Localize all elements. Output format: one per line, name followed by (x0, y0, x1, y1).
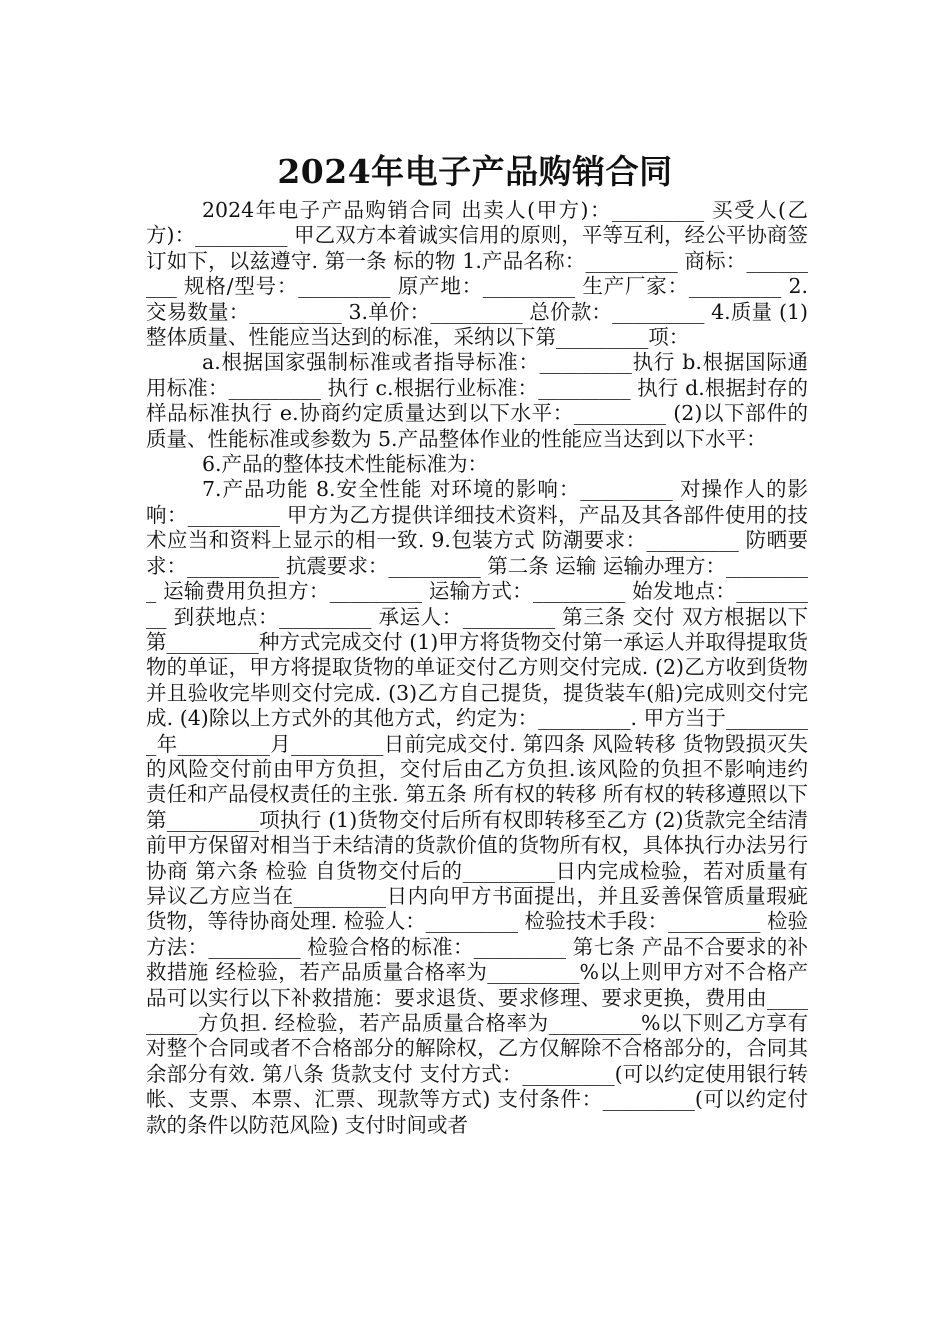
paragraph-2: a.根据国家强制标准或者指导标准：_________执行 b.根据国际通用标准：_________ 执行 c.根据行业标准：_________ 执行 d.根据封存的样品标准执行 e.协商约定质量达到以下水平：_________ (2)以下部件的质量、性能标准或参数为 5.产品整体作业的性能应当达到以下水平： (146, 350, 808, 451)
paragraph-3: 6.产品的整体技术性能标准为： (202, 452, 489, 477)
paragraph-4: 7.产品功能 8.安全性能 对环境的影响：_________ 对操作人的影响：_________ 甲方为乙方提供详细技术资料，产品及其各部件使用的技术应当和资料上显示的相一致. 9.包装方式 防潮要求：_________ 防晒要求：_________ 抗震要求：_________ 第二条 运输 运输办理方：_________ 运输费用负担方：_________ 运输方式：_________ 始发地点：_________ 到获地点：_________ 承运人：_________ 第三条 交付 双方根据以下第_________种方式完成交付 (1)甲方将货物交付第一承运人并取得提取货物的单证，甲方将提取货物的单证交付乙方则交付完成. (2)乙方收到货物并且验收完毕则交付完成. (3)乙方自己提货，提货装车(船)完成则交付完成. (4)除以上方式外的其他方式，约定为：_________. 甲方当于_________年_________月_________日前完成交付. 第四条 风险转移 货物毁损灭失的风险交付前由甲方负担，交付后由乙方负担.该风险的负担不影响违约责任和产品侵权责任的主张. 第五条 所有权的转移 所有权的转移遵照以下第_________项执行 (1)货物交付后所有权即转移至乙方 (2)货款完全结清前甲方保留对相当于未结清的货款价值的货物所有权，具体执行办法另行协商 第六条 检验 自货物交付后的_________日内完成检验，若对质量有异议乙方应当在_________日内向甲方书面提出，并且妥善保管质量瑕疵货物，等待协商处理. 检验人：_________ 检验技术手段：_________ 检验方法：_________ 检验合格的标准：_________ 第七条 产品不合要求的补救措施 经检验，若产品质量合格率为_________%以上则甲方对不合格产品可以实行以下补救措施：要求退货、要求修理、要求更换，费用由_________方负担. 经检验，若产品质量合格率为_________%以下则乙方享有对整个合同或者不合格部分的解除权，乙方仅解除不合格部分的，合同其余部分有效. 第八条 货款支付 支付方式：_________(可以约定使用银行转帐、支票、本票、汇票、现款等方式) 支付条件：_________(可以约定付款的条件以防范风险) 支付时间或者 (146, 477, 808, 1137)
paragraph-1: 2024年电子产品购销合同 出卖人(甲方)：_________ 买受人(乙方)：_________ 甲乙双方本着诚实信用的原则，平等互利，经公平协商签订如下，以兹遵守. 第一条 标的物 1.产品名称：_________ 商标：_________ 规格/型号：_________ 原产地：_________ 生产厂家：_________ 2.交易数量：_________ 3.单价：_________ 总价款：_________ 4.质量 (1)整体质量、性能应当达到的标准，采纳以下第_________项： (146, 198, 808, 350)
document-body (146, 198, 808, 1138)
document-title: 2024年电子产品购销合同 (277, 152, 673, 192)
